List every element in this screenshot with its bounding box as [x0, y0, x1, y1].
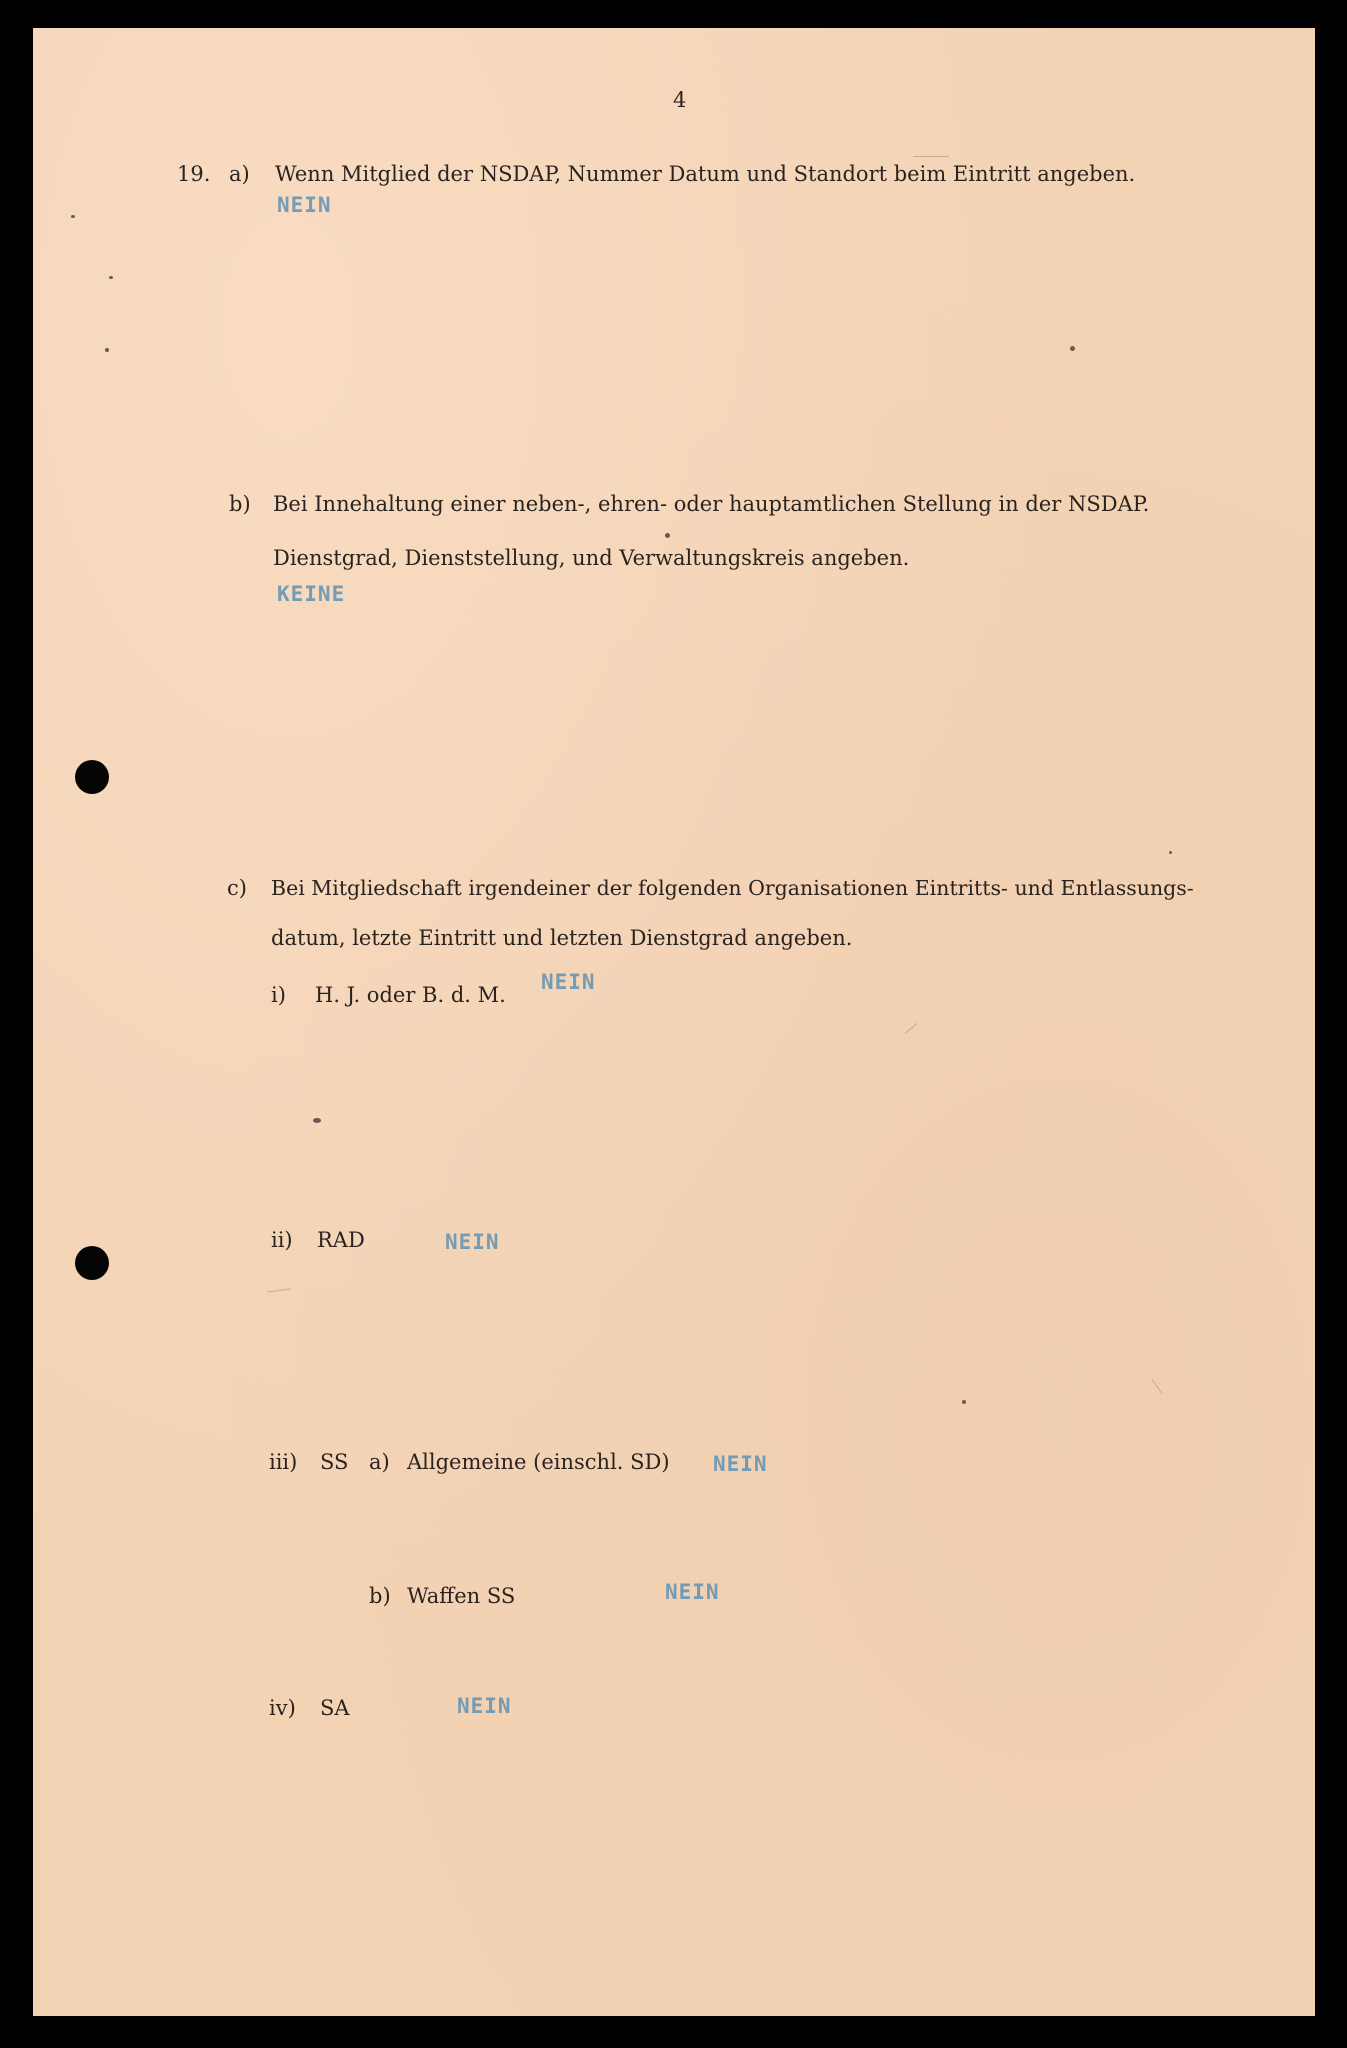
- paper-speck: [962, 1400, 966, 1404]
- question-b-line1: Bei Innehaltung einer neben-, ehren- oder hauptamtlichen Stellung in der NSDAP.: [273, 492, 1150, 516]
- item-iv-text: SA: [320, 1696, 350, 1720]
- item-iii-b-text: Waffen SS: [407, 1584, 516, 1608]
- question-a-text: Wenn Mitglied der NSDAP, Nummer Datum und Standort beim Eintritt angeben.: [275, 162, 1136, 186]
- answer-a-stamp: NEIN: [277, 193, 332, 217]
- item-iii-org: SS: [320, 1450, 349, 1474]
- question-a-label: a): [229, 162, 250, 186]
- item-ii-label: ii): [271, 1228, 293, 1252]
- question-b-line2: Dienstgrad, Dienststellung, und Verwaltungskreis angeben.: [273, 546, 910, 570]
- item-iv-answer-stamp: NEIN: [457, 1694, 512, 1718]
- question-number: 19.: [177, 162, 211, 186]
- paper-speck: [1169, 851, 1172, 854]
- paper-speck: [105, 348, 109, 352]
- paper-fiber: [913, 156, 949, 157]
- item-i-answer-stamp: NEIN: [541, 970, 596, 994]
- paper-fiber: [905, 1023, 918, 1034]
- page-number: 4: [673, 88, 687, 112]
- paper-speck: [71, 215, 75, 218]
- punch-hole: [75, 1246, 109, 1280]
- item-i-label: i): [271, 983, 286, 1007]
- item-iv-label: iv): [269, 1696, 296, 1720]
- item-ii-answer-stamp: NEIN: [445, 1230, 500, 1254]
- paper-speck: [313, 1118, 321, 1123]
- question-b-label: b): [229, 492, 251, 516]
- item-iii-a-label: a): [369, 1450, 390, 1474]
- question-c-line1: Bei Mitgliedschaft irgendeiner der folgenden Organisationen Eintritts- und Entlassungs-: [271, 876, 1194, 900]
- paper-fiber: [1151, 1379, 1162, 1394]
- paper-speck: [109, 276, 113, 279]
- question-c-line2: datum, letzte Eintritt und letzten Dienstgrad angeben.: [271, 926, 853, 950]
- document-page: [33, 28, 1315, 2016]
- paper-speck: [665, 533, 670, 538]
- punch-hole: [75, 760, 109, 794]
- paper-speck: [1070, 346, 1075, 351]
- item-i-text: H. J. oder B. d. M.: [315, 983, 506, 1007]
- answer-b-stamp: KEINE: [277, 582, 346, 606]
- item-iii-b-answer-stamp: NEIN: [665, 1580, 720, 1604]
- item-ii-text: RAD: [317, 1228, 365, 1252]
- question-c-label: c): [227, 876, 247, 900]
- item-iii-a-answer-stamp: NEIN: [713, 1452, 768, 1476]
- item-iii-label: iii): [269, 1450, 298, 1474]
- paper-fiber: [267, 1288, 291, 1292]
- item-iii-a-text: Allgemeine (einschl. SD): [407, 1450, 670, 1474]
- item-iii-b-label: b): [369, 1584, 391, 1608]
